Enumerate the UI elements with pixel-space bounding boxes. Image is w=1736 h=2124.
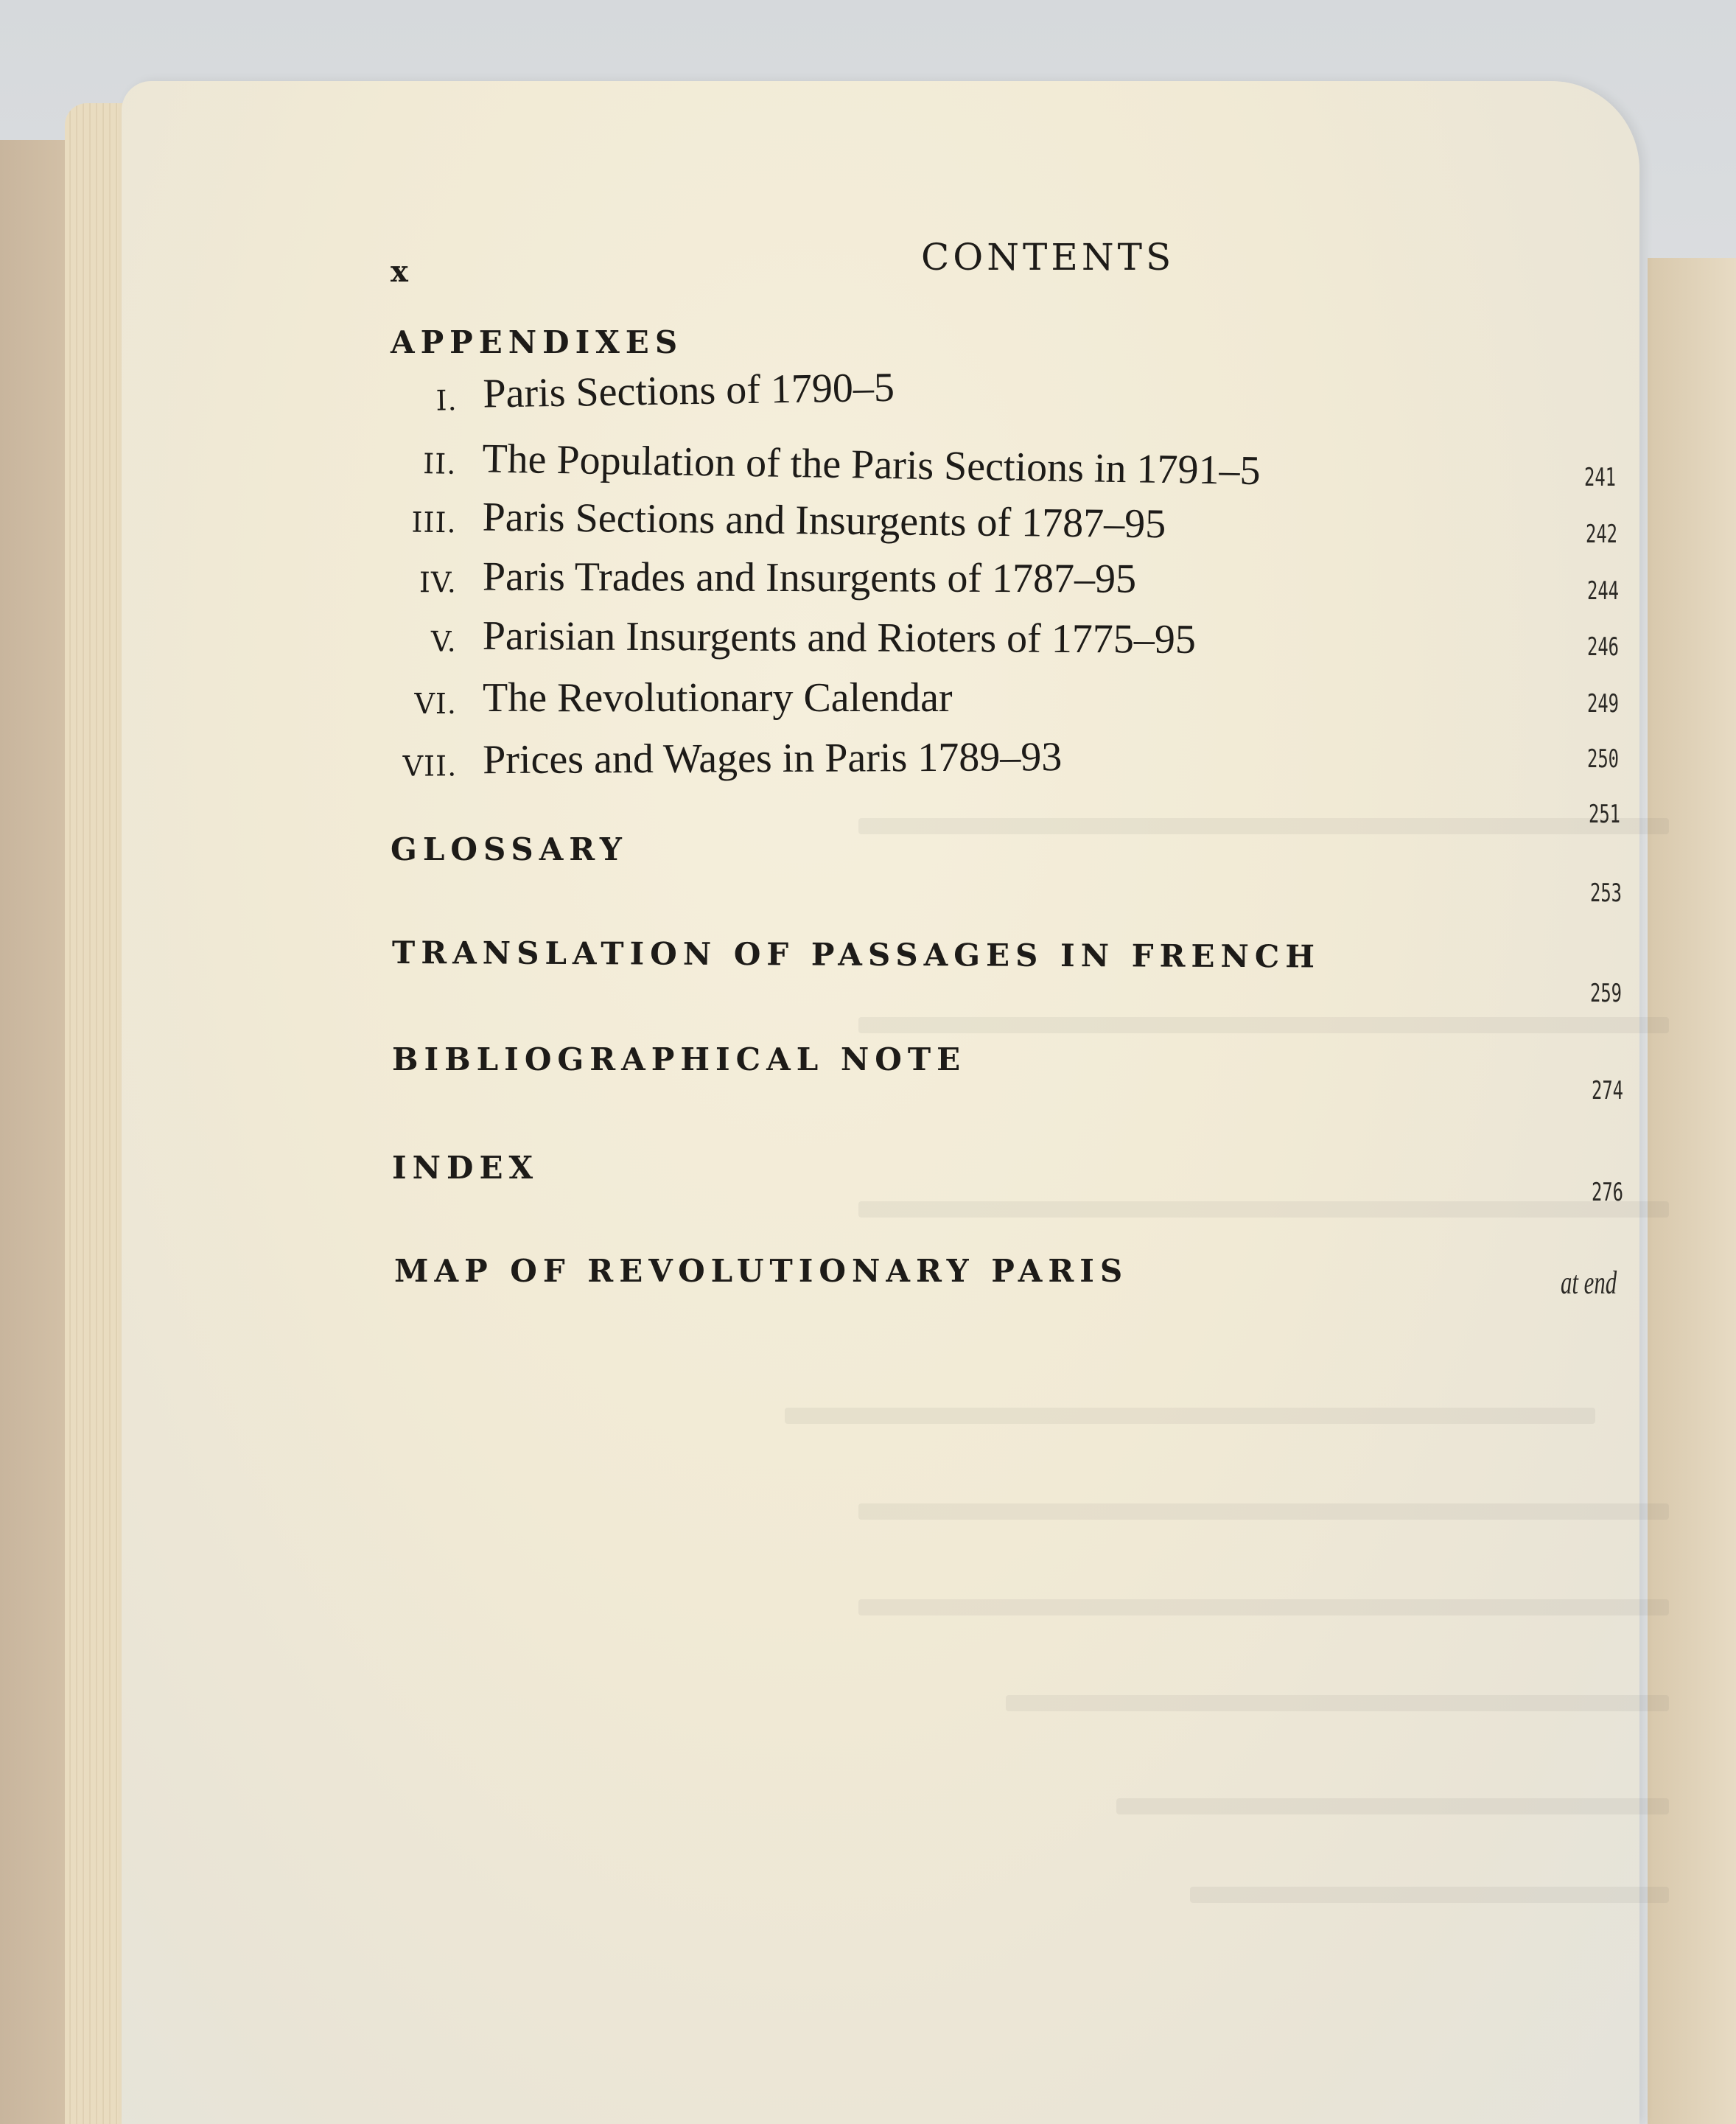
appendix-numeral: II. <box>422 447 457 481</box>
page-number: 250 <box>1587 744 1619 774</box>
appendix-title: Prices and Wages in Paris 1789–93 <box>483 734 1063 783</box>
show-through-line <box>785 1408 1595 1424</box>
page-folio: x <box>391 254 408 289</box>
show-through-line <box>858 1017 1669 1033</box>
show-through-line <box>1190 1887 1669 1903</box>
appendix-title: Paris Sections of 1790–5 <box>482 364 895 417</box>
show-through-line <box>1006 1695 1669 1711</box>
page-number: at end <box>1561 1265 1617 1301</box>
book-cover-right-edge <box>1648 258 1736 2124</box>
page-number: 259 <box>1590 979 1622 1008</box>
appendix-title: Paris Sections and Insurgents of 1787–95 <box>482 494 1166 548</box>
page-number: 276 <box>1592 1178 1623 1207</box>
appendixes-heading: APPENDIXES <box>391 324 684 360</box>
appendix-title: Parisian Insurgents and Rioters of 1775–95 <box>482 612 1196 663</box>
map-heading: MAP OF REVOLUTIONARY PARIS <box>394 1253 1129 1289</box>
appendix-numeral: VI. <box>414 688 457 720</box>
appendix-numeral: IV. <box>419 566 457 599</box>
show-through-line <box>1116 1798 1669 1814</box>
page-number: 253 <box>1590 878 1622 908</box>
appendix-numeral: VII. <box>402 750 458 783</box>
translation-heading: TRANSLATION OF PASSAGES IN FRENCH <box>391 935 1321 975</box>
appendix-title: The Revolutionary Calendar <box>483 675 953 721</box>
appendix-title: The Population of the Paris Sections in 1791–5 <box>481 436 1261 495</box>
appendix-numeral: V. <box>430 625 457 658</box>
bibliography-heading: BIBLIOGRAPHICAL NOTE <box>392 1041 967 1077</box>
appendix-numeral: I. <box>435 384 458 417</box>
index-heading: INDEX <box>392 1150 539 1186</box>
running-head: CONTENTS <box>921 236 1175 279</box>
show-through-line <box>858 1503 1669 1520</box>
page-number: 274 <box>1592 1076 1623 1105</box>
page-number: 249 <box>1587 689 1619 719</box>
show-through-line <box>858 818 1669 834</box>
page-number: 246 <box>1587 632 1619 662</box>
show-through-line <box>858 1201 1669 1218</box>
page-number: 251 <box>1589 800 1620 829</box>
page-number: 242 <box>1586 520 1617 549</box>
appendix-title: Paris Trades and Insurgents of 1787–95 <box>482 553 1137 602</box>
glossary-heading: GLOSSARY <box>391 831 628 867</box>
page-number: 244 <box>1587 576 1619 606</box>
page-number: 241 <box>1584 463 1616 492</box>
appendix-numeral: III. <box>411 506 457 539</box>
show-through-line <box>858 1599 1669 1615</box>
